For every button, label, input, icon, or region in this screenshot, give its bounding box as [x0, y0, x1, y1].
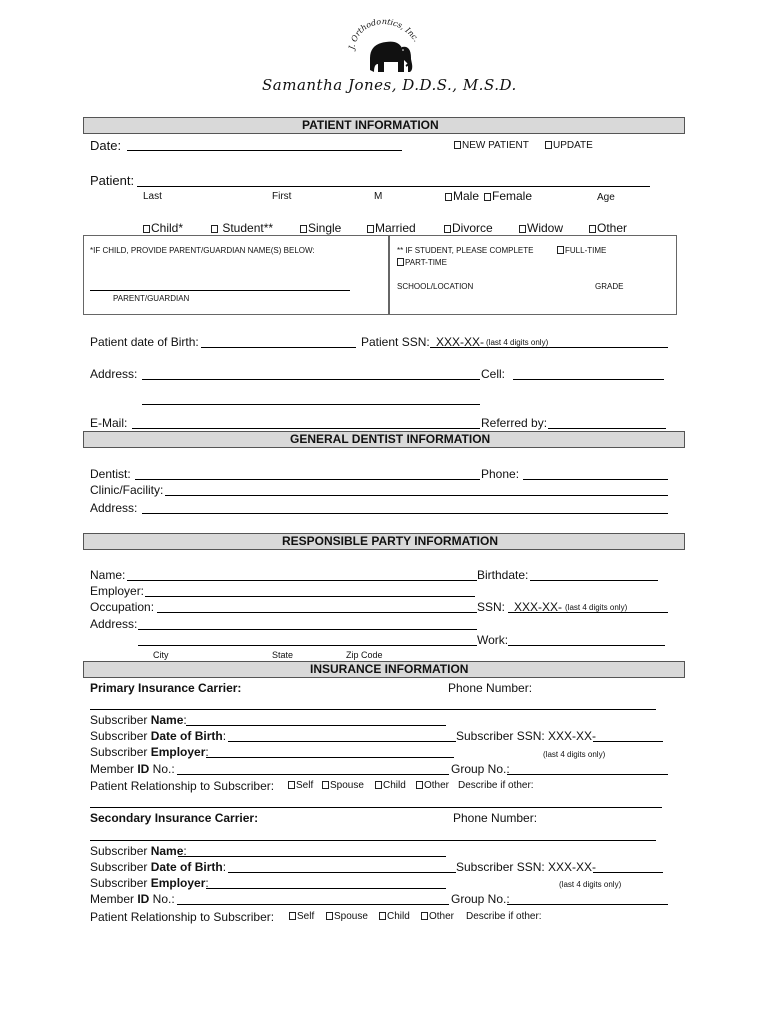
- s-sub-ssn-label: Subscriber SSN: XXX-XX-: [456, 860, 597, 874]
- zip-label: Zip Code: [346, 650, 383, 660]
- s-self-checkbox[interactable]: [289, 911, 314, 922]
- s-sub-name-label: [90, 844, 187, 858]
- checkbox-icon: [545, 141, 552, 149]
- logo-arc-text: J. Orthodontics, Inc.: [347, 18, 421, 51]
- rp-work-field[interactable]: [508, 645, 665, 646]
- id-text: ID: [137, 892, 150, 906]
- full-time-label: FULL-TIME: [565, 246, 607, 255]
- primary-carrier-field[interactable]: [90, 709, 656, 710]
- s-last4-note: (last 4 digits only): [559, 880, 622, 889]
- subscriber-text: Subscriber: [90, 876, 151, 890]
- no-text: No.:: [149, 762, 175, 776]
- logo: [340, 18, 430, 78]
- checkbox-icon: [375, 781, 382, 789]
- single-checkbox[interactable]: [300, 221, 341, 235]
- if-student-text: ** IF STUDENT, PLEASE COMPLETE: [397, 246, 534, 255]
- p-sub-dob-label: [90, 729, 226, 743]
- checkbox-icon: [379, 912, 386, 920]
- colon-text: :: [183, 844, 187, 858]
- child-label: Child: [383, 780, 406, 791]
- m-label: M: [374, 191, 383, 202]
- child-checkbox[interactable]: [143, 221, 183, 235]
- male-checkbox[interactable]: [445, 189, 479, 203]
- checkbox-icon: [445, 193, 452, 201]
- rp-employer-field[interactable]: [145, 596, 475, 597]
- primary-phone-label: Phone Number:: [448, 681, 533, 695]
- s-group-no-field[interactable]: [507, 904, 668, 905]
- email-label: E-Mail:: [90, 416, 128, 430]
- subscriber-text: Subscriber: [90, 844, 151, 858]
- city-label: City: [153, 650, 169, 660]
- s-other-checkbox[interactable]: [421, 911, 454, 922]
- date-label: Date:: [90, 138, 122, 153]
- student-label: Student**: [219, 221, 274, 235]
- colon-text: :: [222, 860, 227, 874]
- spouse-label: Spouse: [330, 780, 364, 791]
- child-label: Child: [387, 911, 410, 922]
- female-label: Female: [492, 189, 533, 203]
- checkbox-icon: [484, 193, 491, 201]
- colon-text: :: [205, 745, 209, 759]
- p-group-no-field[interactable]: [507, 774, 668, 775]
- part-time-label: PART-TIME: [405, 258, 447, 267]
- member-text: Member: [90, 762, 138, 776]
- other-label: Other: [597, 221, 628, 235]
- checkbox-icon: [454, 141, 461, 149]
- address-label: Address:: [90, 367, 138, 381]
- p-sub-dob-field[interactable]: [228, 741, 456, 742]
- p-other-checkbox[interactable]: [416, 780, 449, 791]
- address-line-2-field[interactable]: [142, 404, 480, 405]
- s-describe-label: Describe if other:: [466, 911, 542, 922]
- rp-employer-label: Employer:: [90, 584, 145, 598]
- checkbox-icon: [326, 912, 333, 920]
- rp-occupation-field[interactable]: [157, 612, 477, 613]
- checkbox-icon: [519, 225, 526, 233]
- patient-ssn-note: (last 4 digits only): [486, 338, 549, 347]
- male-label: Male: [453, 189, 480, 203]
- responsible-header: RESPONSIBLE PARTY INFORMATION: [282, 534, 499, 548]
- p-describe-label: Describe if other:: [458, 780, 534, 791]
- employer-text: Employer: [150, 745, 206, 759]
- female-checkbox[interactable]: [484, 189, 532, 203]
- new-patient-label: NEW PATIENT: [462, 140, 529, 151]
- s-sub-dob-label: [90, 860, 226, 874]
- rp-birthdate-label: Birthdate:: [477, 568, 529, 582]
- checkbox-icon: [367, 225, 374, 233]
- checkbox-icon: [300, 225, 307, 233]
- last-label: Last: [143, 191, 162, 202]
- primary-carrier-label: Primary Insurance Carrier:: [90, 681, 242, 695]
- rp-name-field[interactable]: [127, 580, 477, 581]
- colon-text: :: [222, 729, 227, 743]
- p-sub-name-field[interactable]: [186, 725, 446, 726]
- patient-name-field[interactable]: [137, 186, 650, 187]
- dob-field[interactable]: [201, 347, 356, 348]
- email-field[interactable]: [132, 428, 480, 429]
- patient-ssn-label: Patient SSN:: [361, 335, 430, 349]
- s-relationship-label: Patient Relationship to Subscriber:: [90, 910, 275, 924]
- rp-name-label: Name:: [90, 568, 126, 582]
- self-label: Self: [296, 780, 314, 791]
- dob-text: Date of Birth: [150, 860, 223, 874]
- state-label: State: [272, 650, 294, 660]
- secondary-carrier-field[interactable]: [90, 840, 656, 841]
- subscriber-text: Subscriber: [90, 745, 151, 759]
- s-child-checkbox[interactable]: [379, 911, 410, 922]
- secondary-phone-label: Phone Number:: [453, 811, 538, 825]
- secondary-carrier-label: Secondary Insurance Carrier:: [90, 811, 259, 825]
- rp-work-label: Work:: [477, 633, 509, 647]
- patient-info-header: PATIENT INFORMATION: [302, 118, 439, 132]
- dentist-field[interactable]: [135, 479, 480, 480]
- checkbox-icon: [143, 225, 150, 233]
- s-spouse-checkbox[interactable]: [326, 911, 368, 922]
- p-sub-employer-label: [90, 745, 209, 759]
- p-spouse-checkbox[interactable]: [322, 780, 364, 791]
- address-field[interactable]: [142, 379, 480, 380]
- other-label: Other: [429, 911, 455, 922]
- s-sub-employer-label: [90, 876, 209, 890]
- dentist-label: Dentist:: [90, 467, 131, 481]
- full-time-checkbox[interactable]: [557, 246, 606, 255]
- doctor-name: Samantha Jones, D.D.S., M.S.D.: [262, 76, 517, 94]
- married-label: Married: [375, 221, 416, 235]
- parent-guardian-label: PARENT/GUARDIAN: [113, 294, 190, 303]
- patient-ssn-prefix: XXX-XX-: [436, 335, 485, 349]
- rp-occupation-label: Occupation:: [90, 600, 155, 614]
- rp-address-line-2-field[interactable]: [138, 645, 477, 646]
- rp-ssn-label: SSN:: [477, 600, 506, 614]
- p-relationship-label: Patient Relationship to Subscriber:: [90, 779, 275, 793]
- s-sub-ssn-field[interactable]: [593, 872, 663, 873]
- p-sub-employer-field[interactable]: [206, 757, 454, 758]
- p-member-id-field[interactable]: [177, 774, 449, 775]
- dentist-address-label: Address:: [90, 501, 138, 515]
- checkbox-icon: [589, 225, 596, 233]
- s-sub-employer-field[interactable]: [206, 888, 446, 889]
- cell-field[interactable]: [513, 379, 664, 380]
- spouse-label: Spouse: [334, 911, 368, 922]
- widow-checkbox[interactable]: [519, 221, 563, 235]
- p-sub-name-label: [90, 713, 187, 727]
- clinic-label: Clinic/Facility:: [90, 483, 164, 497]
- subscriber-text: Subscriber: [90, 729, 151, 743]
- new-patient-checkbox[interactable]: [454, 140, 529, 151]
- other-checkbox[interactable]: [589, 221, 627, 235]
- checkbox-icon: [444, 225, 451, 233]
- referred-by-field[interactable]: [548, 428, 666, 429]
- divorce-label: Divorce: [452, 221, 493, 235]
- checkbox-icon: [416, 781, 423, 789]
- elephant-logo-icon: [340, 18, 430, 78]
- rp-birthdate-field[interactable]: [530, 580, 658, 581]
- p-sub-ssn-label: Subscriber SSN: XXX-XX-: [456, 729, 597, 743]
- if-child-text: *IF CHILD, PROVIDE PARENT/GUARDIAN NAME(S) BELOW:: [90, 246, 315, 255]
- checkbox-icon: [557, 246, 564, 254]
- employer-text: Employer: [150, 876, 206, 890]
- checkbox-icon: [421, 912, 428, 920]
- no-text: No.:: [149, 892, 175, 906]
- date-field[interactable]: [127, 150, 402, 151]
- checkbox-icon: [211, 225, 218, 233]
- dentist-header: GENERAL DENTIST INFORMATION: [290, 432, 491, 446]
- p-describe-field[interactable]: [90, 807, 662, 808]
- parent-guardian-field[interactable]: [90, 290, 350, 291]
- school-location-label: SCHOOL/LOCATION: [397, 282, 474, 291]
- p-member-id-label: [90, 762, 175, 776]
- checkbox-icon: [289, 912, 296, 920]
- member-text: Member: [90, 892, 138, 906]
- s-member-id-field[interactable]: [177, 904, 449, 905]
- s-sub-name-field[interactable]: [178, 856, 446, 857]
- p-group-no-label: Group No.:: [451, 762, 510, 776]
- p-sub-ssn-field[interactable]: [593, 741, 663, 742]
- dentist-address-field[interactable]: [142, 513, 668, 514]
- widow-label: Widow: [527, 221, 564, 235]
- colon-text: :: [183, 713, 187, 727]
- p-self-checkbox[interactable]: [288, 780, 313, 791]
- checkbox-icon: [397, 258, 404, 266]
- rp-ssn-field[interactable]: [508, 612, 668, 613]
- id-text: ID: [137, 762, 150, 776]
- dentist-phone-label: Phone:: [481, 467, 520, 481]
- age-label: Age: [597, 192, 615, 203]
- dob-text: Date of Birth: [150, 729, 223, 743]
- insurance-header: INSURANCE INFORMATION: [310, 662, 469, 676]
- student-checkbox[interactable]: [211, 221, 273, 235]
- p-last4-note: (last 4 digits only): [543, 750, 606, 759]
- dob-label: Patient date of Birth:: [90, 335, 199, 349]
- patient-ssn-field[interactable]: [430, 347, 668, 348]
- name-text: Name: [150, 844, 184, 858]
- rp-ssn-prefix: XXX-XX-: [514, 600, 563, 614]
- first-label: First: [272, 191, 292, 202]
- s-group-no-label: Group No.:: [451, 892, 510, 906]
- name-text: Name: [150, 713, 184, 727]
- clinic-field[interactable]: [165, 495, 668, 496]
- rp-address-field[interactable]: [138, 629, 477, 630]
- other-label: Other: [424, 780, 450, 791]
- single-label: Single: [308, 221, 342, 235]
- subscriber-text: Subscriber: [90, 860, 151, 874]
- rp-address-label: Address:: [90, 617, 138, 631]
- checkbox-icon: [288, 781, 295, 789]
- s-sub-dob-field[interactable]: [228, 872, 456, 873]
- update-label: UPDATE: [553, 140, 593, 151]
- rp-ssn-note: (last 4 digits only): [565, 603, 628, 612]
- s-member-id-label: [90, 892, 175, 906]
- child-label: Child*: [151, 221, 184, 235]
- referred-by-label: Referred by:: [481, 416, 548, 430]
- colon-text: :: [205, 876, 209, 890]
- patient-label: Patient:: [90, 173, 135, 188]
- update-checkbox[interactable]: [545, 140, 593, 151]
- subscriber-text: Subscriber: [90, 713, 151, 727]
- cell-label: Cell:: [481, 367, 506, 381]
- dentist-phone-field[interactable]: [523, 479, 668, 480]
- p-child-checkbox[interactable]: [375, 780, 406, 791]
- checkbox-icon: [322, 781, 329, 789]
- self-label: Self: [297, 911, 315, 922]
- divorce-checkbox[interactable]: [444, 221, 493, 235]
- married-checkbox[interactable]: [367, 221, 416, 235]
- grade-label: GRADE: [595, 282, 624, 291]
- part-time-checkbox[interactable]: [397, 258, 447, 267]
